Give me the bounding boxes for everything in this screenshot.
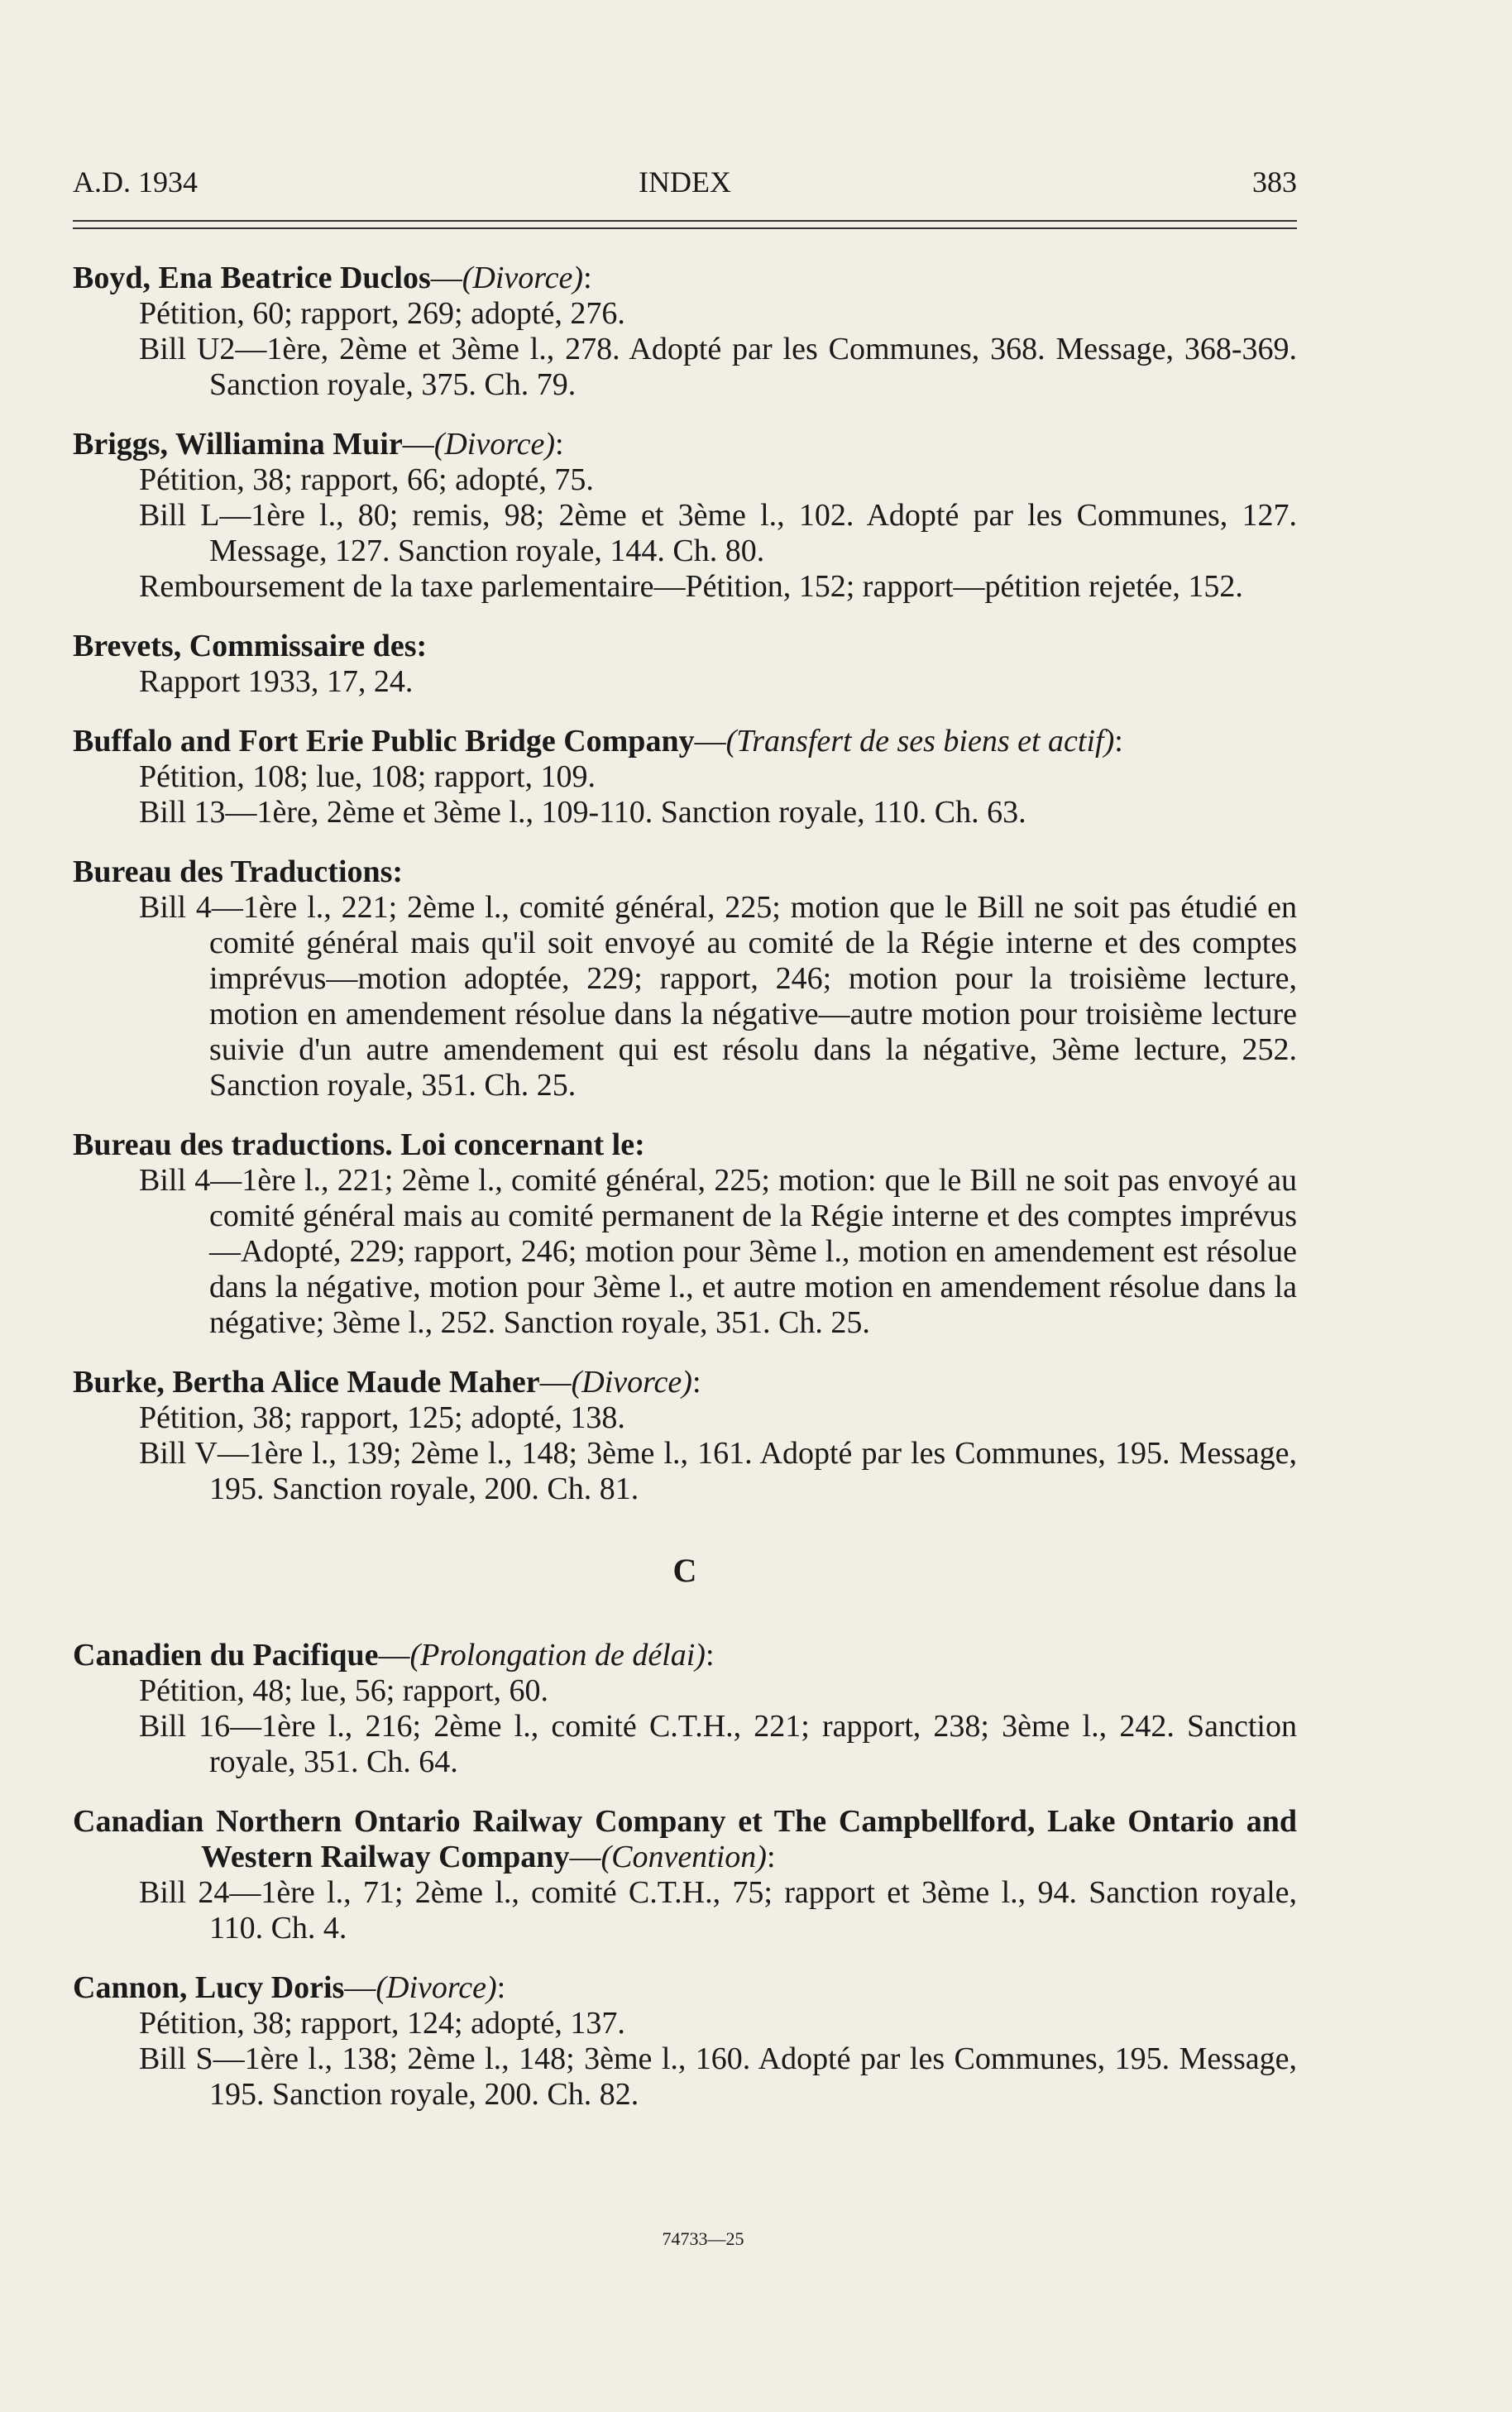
header-year: A.D. 1934 [73,165,198,199]
entry-name: Burke, Bertha Alice Maude Maher [73,1365,540,1400]
index-entry [73,1127,1297,1341]
entry-line: Pétition, 38; rapport, 66; adopté, 75. [139,462,594,497]
entry-heading [73,427,1297,462]
entry-heading [73,1127,1297,1163]
entry-heading [73,724,1297,759]
index-entry [73,261,1297,403]
printer-signature: 74733—25 [662,2228,744,2249]
entry-name: Bureau des Traductions: [73,854,404,889]
header-double-rule [73,220,1297,229]
index-entry [73,724,1297,830]
entry-qualifier: (Transfert de ses biens et actif) [725,724,1115,759]
entry-qualifier: (Divorce) [376,1970,497,2005]
entry-line: Bill L—1ère l., 80; remis, 98; 2ème et 3ème l., 102. Adopté par les Communes, 127. Message, 127. Sanction royale, 144. Ch. 80. [139,498,1297,568]
entry-qualifier: (Divorce) [433,427,555,462]
entry-heading [73,1804,1297,1875]
entry-colon: : [1114,724,1123,759]
index-entries-c [73,1638,1297,2113]
entry-colon: : [691,1365,701,1400]
entry-separator: — [694,724,726,759]
entry-line: Pétition, 38; rapport, 125; adopté, 138. [139,1400,625,1435]
entry-line: Bill U2—1ère, 2ème et 3ème l., 278. Adopté par les Communes, 368. Message, 368-369. Sanction royale, 375. Ch. 79. [139,332,1297,402]
entry-line: Bill 16—1ère l., 216; 2ème l., comité C.T.H., 221; rapport, 238; 3ème l., 242. Sanction royale, 351. Ch. 64. [139,1709,1297,1779]
index-entries-b [73,261,1297,1507]
entry-colon: : [496,1970,506,2005]
entry-qualifier: (Divorce) [462,261,584,295]
entry-line: Bill 13—1ère, 2ème et 3ème l., 109-110. Sanction royale, 110. Ch. 63. [139,795,1026,830]
entry-qualifier: (Prolongation de délai) [409,1638,706,1673]
entry-heading [73,261,1297,296]
index-entry [73,1638,1297,1780]
entry-name: Boyd, Ena Beatrice Duclos [73,261,431,295]
entry-name: Briggs, Williamina Muir [73,427,403,462]
index-entry [73,427,1297,605]
index-entry [73,629,1297,700]
index-body [73,261,1297,2137]
entry-name: Buffalo and Fort Erie Public Bridge Company [73,724,695,759]
entry-line: Pétition, 60; rapport, 269; adopté, 276. [139,296,625,331]
index-entry [73,1970,1297,2113]
entry-heading [73,1970,1297,2006]
index-entry [73,1804,1297,1946]
entry-colon: : [705,1638,715,1673]
entry-heading [73,854,1297,890]
entry-qualifier: (Convention) [600,1840,767,1874]
entry-name: Brevets, Commissaire des: [73,629,428,663]
entry-line: Bill 24—1ère l., 71; 2ème l., comité C.T.H., 75; rapport et 3ème l., 94. Sanction royale, 110. Ch. 4. [139,1875,1297,1945]
entry-qualifier: (Divorce) [571,1365,692,1400]
entry-heading [73,1638,1297,1673]
entry-heading [73,1365,1297,1400]
entry-separator: — [378,1638,410,1673]
header-page-number: 383 [1252,165,1297,199]
entry-separator: — [539,1365,572,1400]
index-entry [73,854,1297,1103]
entry-line: Pétition, 38; rapport, 124; adopté, 137. [139,2006,625,2041]
entry-line: Pétition, 108; lue, 108; rapport, 109. [139,759,596,794]
entry-separator: — [344,1970,376,2005]
entry-line: Bill S—1ère l., 138; 2ème l., 148; 3ème l., 160. Adopté par les Communes, 195. Message, 195. Sanction royale, 200. Ch. 82. [139,2041,1297,2112]
entry-name: Cannon, Lucy Doris [73,1970,345,2005]
entry-heading [73,629,1297,664]
running-header [73,161,1297,203]
entry-separator: — [569,1840,601,1874]
entry-line: Pétition, 48; lue, 56; rapport, 60. [139,1673,549,1708]
entry-colon: : [583,261,592,295]
entry-separator: — [402,427,434,462]
entry-name: Bureau des traductions. Loi concernant le: [73,1127,645,1162]
entry-line: Bill V—1ère l., 139; 2ème l., 148; 3ème l., 161. Adopté par les Communes, 195. Message, 195. Sanction royale, 200. Ch. 81. [139,1436,1297,1506]
header-title: INDEX [639,165,731,199]
entry-name: Canadien du Pacifique [73,1638,379,1673]
entry-colon: : [554,427,564,462]
entry-line: Rapport 1933, 17, 24. [139,664,414,699]
entry-line: Bill 4—1ère l., 221; 2ème l., comité général, 225; motion: que le Bill ne soit pas envoyé au comité général mais au comité permanent de la Régie interne et des comptes imprévus—Adopté, 229; rapport, 246; motion pour 3ème l., motion en amendement est résolue dans la négative, motion pour 3ème l., et autre motion en amendement résolue dans la négative; 3ème l., 252. Sanction royale, 351. Ch. 25. [139,1163,1297,1340]
entry-name: Canadian Northern Ontario Railway Company et The Campbellford, Lake Ontario and Western Railway Company [73,1804,1297,1874]
index-entry [73,1365,1297,1507]
entry-line: Bill 4—1ère l., 221; 2ème l., comité général, 225; motion que le Bill ne soit pas étudié en comité général mais qu'il soit envoyé au comité de la Régie interne et des comptes imprévus—motion adoptée, 229; rapport, 246; motion pour la troisième lecture, motion en amendement résolue dans la négative—autre motion pour troisième lecture suivie d'un autre amendement qui est résolu dans la négative, 3ème lecture, 252. Sanction royale, 351. Ch. 25. [139,890,1297,1103]
section-letter: C [672,1552,697,1589]
entry-colon: : [766,1840,776,1874]
entry-separator: — [430,261,462,295]
entry-line: Remboursement de la taxe parlementaire—Pétition, 152; rapport—pétition rejetée, 152. [139,569,1243,604]
